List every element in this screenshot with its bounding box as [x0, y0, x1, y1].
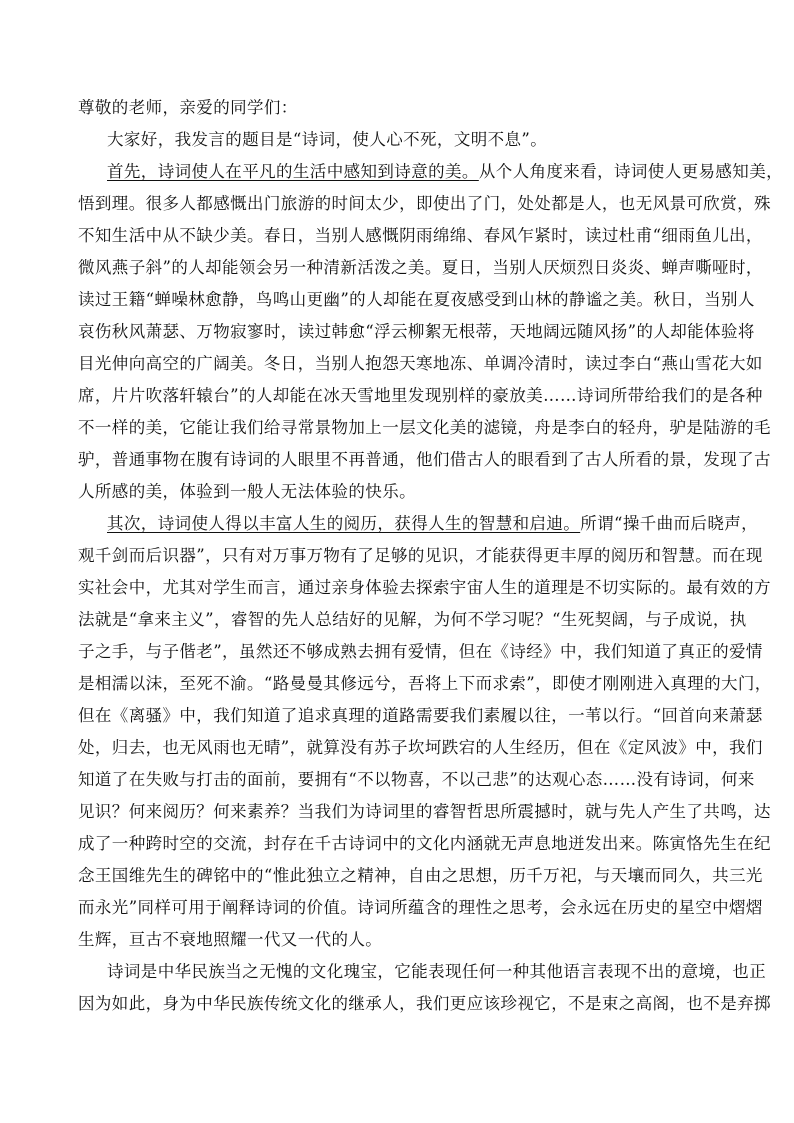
paragraph-2-line-1-rest: 所谓“操千曲而后晓声， — [580, 514, 759, 533]
paragraph-1-line-10: 驴，普通事物在腹有诗词的人眼里不再普通，他们借古人的眼看到了古人所看的景，发现了古 — [78, 450, 771, 469]
paragraph-1-line-2: 悟到理。很多人都感慨出门旅游的时间太少，即使出了门，处处都是人，也无风景可欣赏，殊 — [78, 194, 771, 213]
paragraph-2-line-3: 实社会中，尤其对学生而言，通过亲身体验去探索宇宙人生的道理是不切实际的。最有效的方 — [78, 578, 771, 597]
paragraph-1-line-1-rest: 从个人角度来看，诗词使人更易感知美， — [478, 162, 784, 181]
paragraph-1-line-1 — [78, 156, 784, 188]
paragraph-1-line-3: 不知生活中从不缺少美。春日，当别人感慨阴雨绵绵、春风乍紧时，读过杜甫“细雨鱼儿出， — [78, 226, 763, 245]
paragraph-2-line-5: 子之手，与子偕老”，虽然还不够成熟去拥有爱情，但在《诗经》中，我们知道了真正的爱情 — [78, 642, 763, 661]
paragraph-2-line-11: 成了一种跨时空的交流，封存在千古诗词中的文化内涵就无声息地迸发出来。陈寅恪先生在纪 — [78, 834, 771, 853]
paragraph-2-line-14: 生辉，亘古不衰地照耀一代又一代的人。 — [78, 930, 383, 949]
paragraph-1-line-11: 人所感的美，体验到一般人无法体验的快乐。 — [78, 482, 416, 501]
paragraph-2-topic-sentence: 其次，诗词使人得以丰富人生的阅历，获得人生的智慧和启迪。 — [107, 514, 581, 533]
paragraph-3-line-1: 诗词是中华民族当之无愧的文化瑰宝，它能表现任何一种其他语言表现不出的意境，也正 — [107, 962, 767, 981]
paragraph-1-line-8: 席，片片吹落轩辕台”的人却能在冰天雪地里发现别样的豪放美……诗词所带给我们的是各种 — [78, 386, 763, 405]
paragraph-2-line-8: 处，归去，也无风雨也无晴”，就算没有苏子坎坷跌宕的人生经历，但在《定风波》中，我们 — [78, 738, 763, 757]
paragraph-2-line-1 — [78, 508, 759, 540]
greeting-line: 尊敬的老师，亲爱的同学们： — [78, 98, 298, 117]
paragraph-2-line-6: 是相濡以沫，至死不渝。“路曼曼其修远兮，吾将上下而求索”，即使才刚刚进入真理的大门， — [78, 674, 772, 693]
paragraph-2-line-4: 法就是“拿来主义”，睿智的先人总结好的见解，为何不学习呢？“生死契阔，与子成说，执 — [78, 610, 747, 629]
paragraph-1-line-6: 哀伤秋风萧瑟、万物寂寥时，读过韩愈“浮云柳絮无根蒂，天地阔远随风扬”的人却能体验将 — [78, 322, 755, 341]
paragraph-1-line-4: 微风燕子斜”的人却能领会另一种清新活泼之美。夏日，当别人厌烦烈日炎炎、蝉声嘶哑时， — [78, 258, 763, 277]
paragraph-1-line-5: 读过王籍“蝉噪林愈静，鸟鸣山更幽”的人却能在夏夜感受到山林的静谧之美。秋日，当别人 — [78, 290, 755, 309]
paragraph-1-topic-sentence: 首先，诗词使人在平凡的生活中感知到诗意的美。 — [107, 162, 479, 181]
speech-text — [78, 92, 784, 1020]
paragraph-2-line-13: 而永光”同样可用于阐释诗词的价值。诗词所蕴含的理性之思考，会永远在历史的星空中熠熠 — [78, 898, 763, 917]
paragraph-2-line-7: 但在《离骚》中，我们知道了追求真理的道路需要我们素履以往，一苇以行。“回首向来萧瑟 — [78, 706, 763, 725]
intro-line: 大家好，我发言的题目是“诗词，使人心不死，文明不息”。 — [107, 130, 548, 149]
paragraph-2-line-12: 念王国维先生的碑铭中的“惟此独立之精神，自由之思想，历千万祀，与天壤而同久，共三光 — [78, 866, 763, 885]
paragraph-2-line-9: 知道了在失败与打击的面前，要拥有“不以物喜，不以己悲”的达观心态……没有诗词，何来 — [78, 770, 755, 789]
paragraph-1-line-9: 不一样的美，它能让我们给寻常景物加上一层文化美的滤镜，舟是李白的轻舟，驴是陆游的毛 — [78, 418, 771, 437]
paragraph-2-line-2: 观千剑而后识器”，只有对万事万物有了足够的见识，才能获得更丰厚的阅历和智慧。而在现 — [78, 546, 763, 565]
paragraph-3-line-2: 因为如此，身为中华民族传统文化的继承人，我们更应该珍视它，不是束之高阁，也不是弃掷 — [78, 994, 771, 1013]
paragraph-1-line-7: 目光伸向高空的广阔美。冬日，当别人抱怨天寒地冻、单调冷清时，读过李白“燕山雪花大如 — [78, 354, 763, 373]
paragraph-2-line-10: 见识？何来阅历？何来素养？当我们为诗词里的睿智哲思所震撼时，就与先人产生了共鸣，达 — [78, 802, 771, 821]
